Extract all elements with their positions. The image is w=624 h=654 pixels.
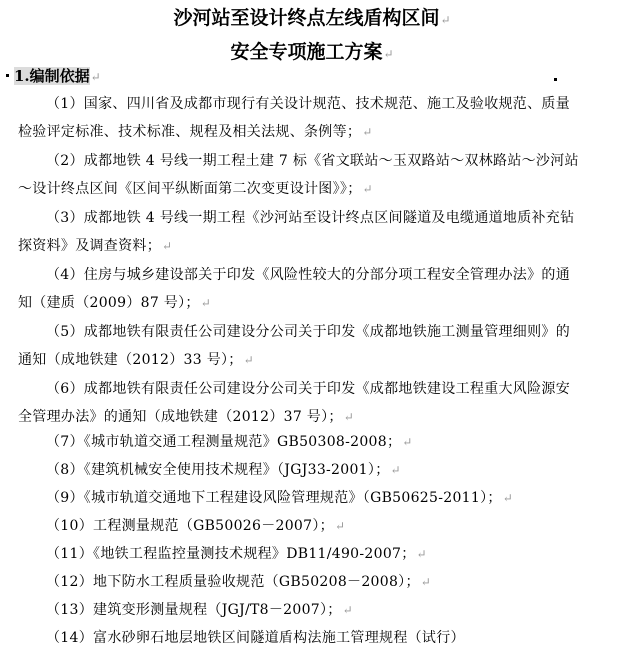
reference-item-9: （9）《城市轨道交通地下工程建设风险管理规范》（GB50625-2011）；↵ [46, 490, 514, 506]
paragraph-mark-icon: ↵ [200, 296, 212, 310]
paragraph-mark-icon: ↵ [342, 603, 353, 617]
reference-item-8: （8）《建筑机械安全使用技术规程》（JGJ33-2001）；↵ [46, 462, 401, 478]
paragraph-mark-icon: ↵ [343, 410, 355, 424]
document-title-line-1: 沙河站至设计终点左线盾构区间↵ [173, 7, 451, 29]
paragraph-mark-icon: ↵ [502, 491, 514, 505]
reference-item-11: （11）《地铁工程监控量测技术规程》DB11/490-2007；↵ [46, 546, 427, 562]
reference-item-12: （12）地下防水工程质量验收规范（GB50208－2008）；↵ [46, 574, 432, 590]
paragraph-mark-icon: ↵ [416, 547, 427, 561]
paragraph-mark-icon: ↵ [440, 13, 451, 27]
reference-item-4: （4）住房与城乡建设部关于印发《风险性较大的分部分项工程安全管理办法》的通知（建质（2009）87 号）；↵ [18, 267, 571, 311]
reference-item-5: （5）成都地铁有限责任公司建设分公司关于印发《成都地铁施工测量管理细则》的通知（成地铁建（2012）33 号）；↵ [18, 324, 571, 368]
bullet-dot-icon [6, 74, 9, 77]
paragraph-mark-icon: ↵ [90, 70, 101, 84]
reference-item-13: （13）建筑变形测量规程（JGJ/T8－2007）；↵ [46, 602, 353, 618]
paragraph-mark-icon: ↵ [162, 239, 173, 253]
reference-item-10: （10）工程测量规范（GB50026－2007）；↵ [46, 518, 346, 534]
paragraph-mark-icon: ↵ [402, 435, 413, 449]
section-heading: 1.编制依据↵ [14, 67, 101, 85]
document-title-line-2: 安全专项施工方案↵ [230, 41, 394, 63]
reference-item-14: （14）富水砂卵石地层地铁区间隧道盾构法施工管理规程（试行） [46, 630, 465, 646]
paragraph-mark-icon: ↵ [390, 463, 401, 477]
reference-item-6: （6）成都地铁有限责任公司建设分公司关于印发《成都地铁建设工程重大风险源安全管理办法》的通知（成地铁建（2012）37 号）；↵ [18, 381, 571, 425]
paragraph-mark-icon: ↵ [362, 125, 373, 139]
paragraph-mark-icon: ↵ [362, 182, 373, 196]
paragraph-mark-icon: ↵ [420, 575, 432, 589]
paragraph-mark-icon: ↵ [243, 353, 254, 367]
reference-item-7: （7）《城市轨道交通工程测量规范》GB50308-2008；↵ [46, 434, 413, 450]
layout-marker-icon [554, 78, 557, 81]
reference-item-1: （1）国家、四川省及成都市现行有关设计规范、技术规范、施工及验收规范、质量检验评定标准、技术标准、规程及相关法规、条例等；↵ [18, 96, 571, 140]
reference-item-3: （3）成都地铁 4 号线一期工程《沙河站至设计终点区间隧道及电缆通道地质补充钻探资料》及调查资料；↵ [18, 210, 575, 254]
paragraph-mark-icon: ↵ [383, 47, 394, 61]
reference-item-2: （2）成都地铁 4 号线一期工程土建 7 标《省文联站～玉双路站～双林路站～沙河站～设计终点区间《区间平纵断面第二次变更设计图》》；↵ [18, 153, 579, 197]
paragraph-mark-icon: ↵ [334, 519, 346, 533]
